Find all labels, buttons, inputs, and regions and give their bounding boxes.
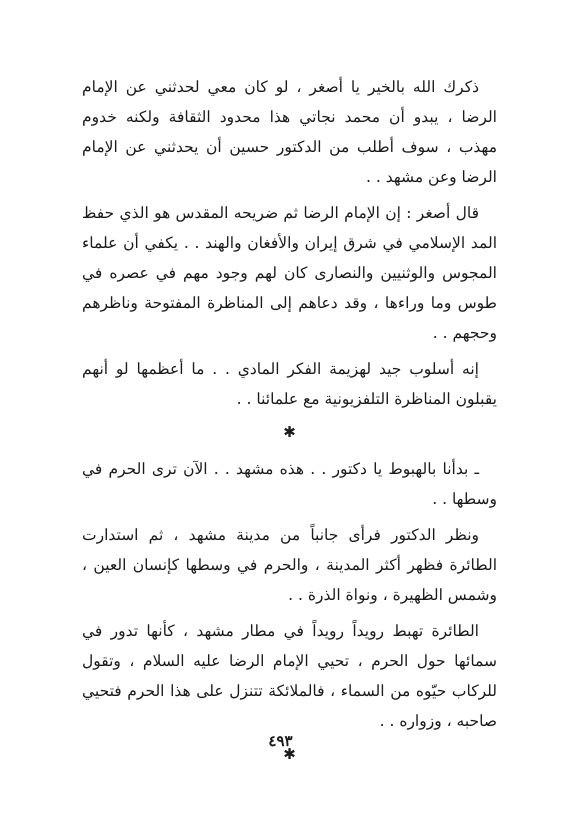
paragraph-asghar-speech: قال أصغر : إن الإمام الرضا ثم ضريحه المقدس هو الذي حفظ المد الإسلامي في شرق إيران والأفغان والهند . . يكفي أن علماء المجوس والوثنيين والنصارى كان لهم وجود مهم في عصره في طوس وما وراءها ، وقد دعاهم إلى المناظرة المفتوحة وناظرهم وحجهم . . — [82, 204, 497, 342]
paragraph-city-view: ونظر الدكتور فرأى جانباً من مدينة مشهد ، ثم استدارت الطائرة فظهر أكثر المدينة ، والحرم في وسطها كإنسان العين ، وشمس الظهيرة ، ونواة الذرة . . — [82, 526, 497, 604]
paragraph-debate-method: إنه أسلوب جيد لهزيمة الفكر المادي . . ما أعظمها لو أنهم يقبلون المناظرة التلفزيونية مع علمائنا . . — [82, 360, 497, 408]
section-separator-star: ✱ — [283, 745, 296, 763]
page-number: ٤٩٣ — [268, 732, 293, 750]
paragraph-descent: ـ بدأنا بالهبوط يا دكتور . . هذه مشهد . . الآن ترى الحرم في وسطها . . — [82, 460, 497, 508]
paragraph-landing: الطائرة تهبط رويداً رويداً في مطار مشهد ، كأنها تدور في سمائها حول الحرم ، تحيي الإمام الرضا عليه السلام ، وتقول للركاب حيّوه من السماء ، فالملائكة تتنزل على هذا الحرم فتحيي صاحبه ، وزواره . . — [82, 622, 497, 730]
section-separator-star: ✱ — [283, 423, 296, 441]
paragraph-remembrance: ذكرك الله بالخير يا أصغر ، لو كان معي لحدثني عن الإمام الرضا ، يبدو أن محمد نجاتي هذا محدود الثقافة ولكنه خدوم مهذب ، سوف أطلب من الدكتور حسين أن يحدثني عن الإمام الرضا وعن مشهد . . — [82, 78, 497, 186]
